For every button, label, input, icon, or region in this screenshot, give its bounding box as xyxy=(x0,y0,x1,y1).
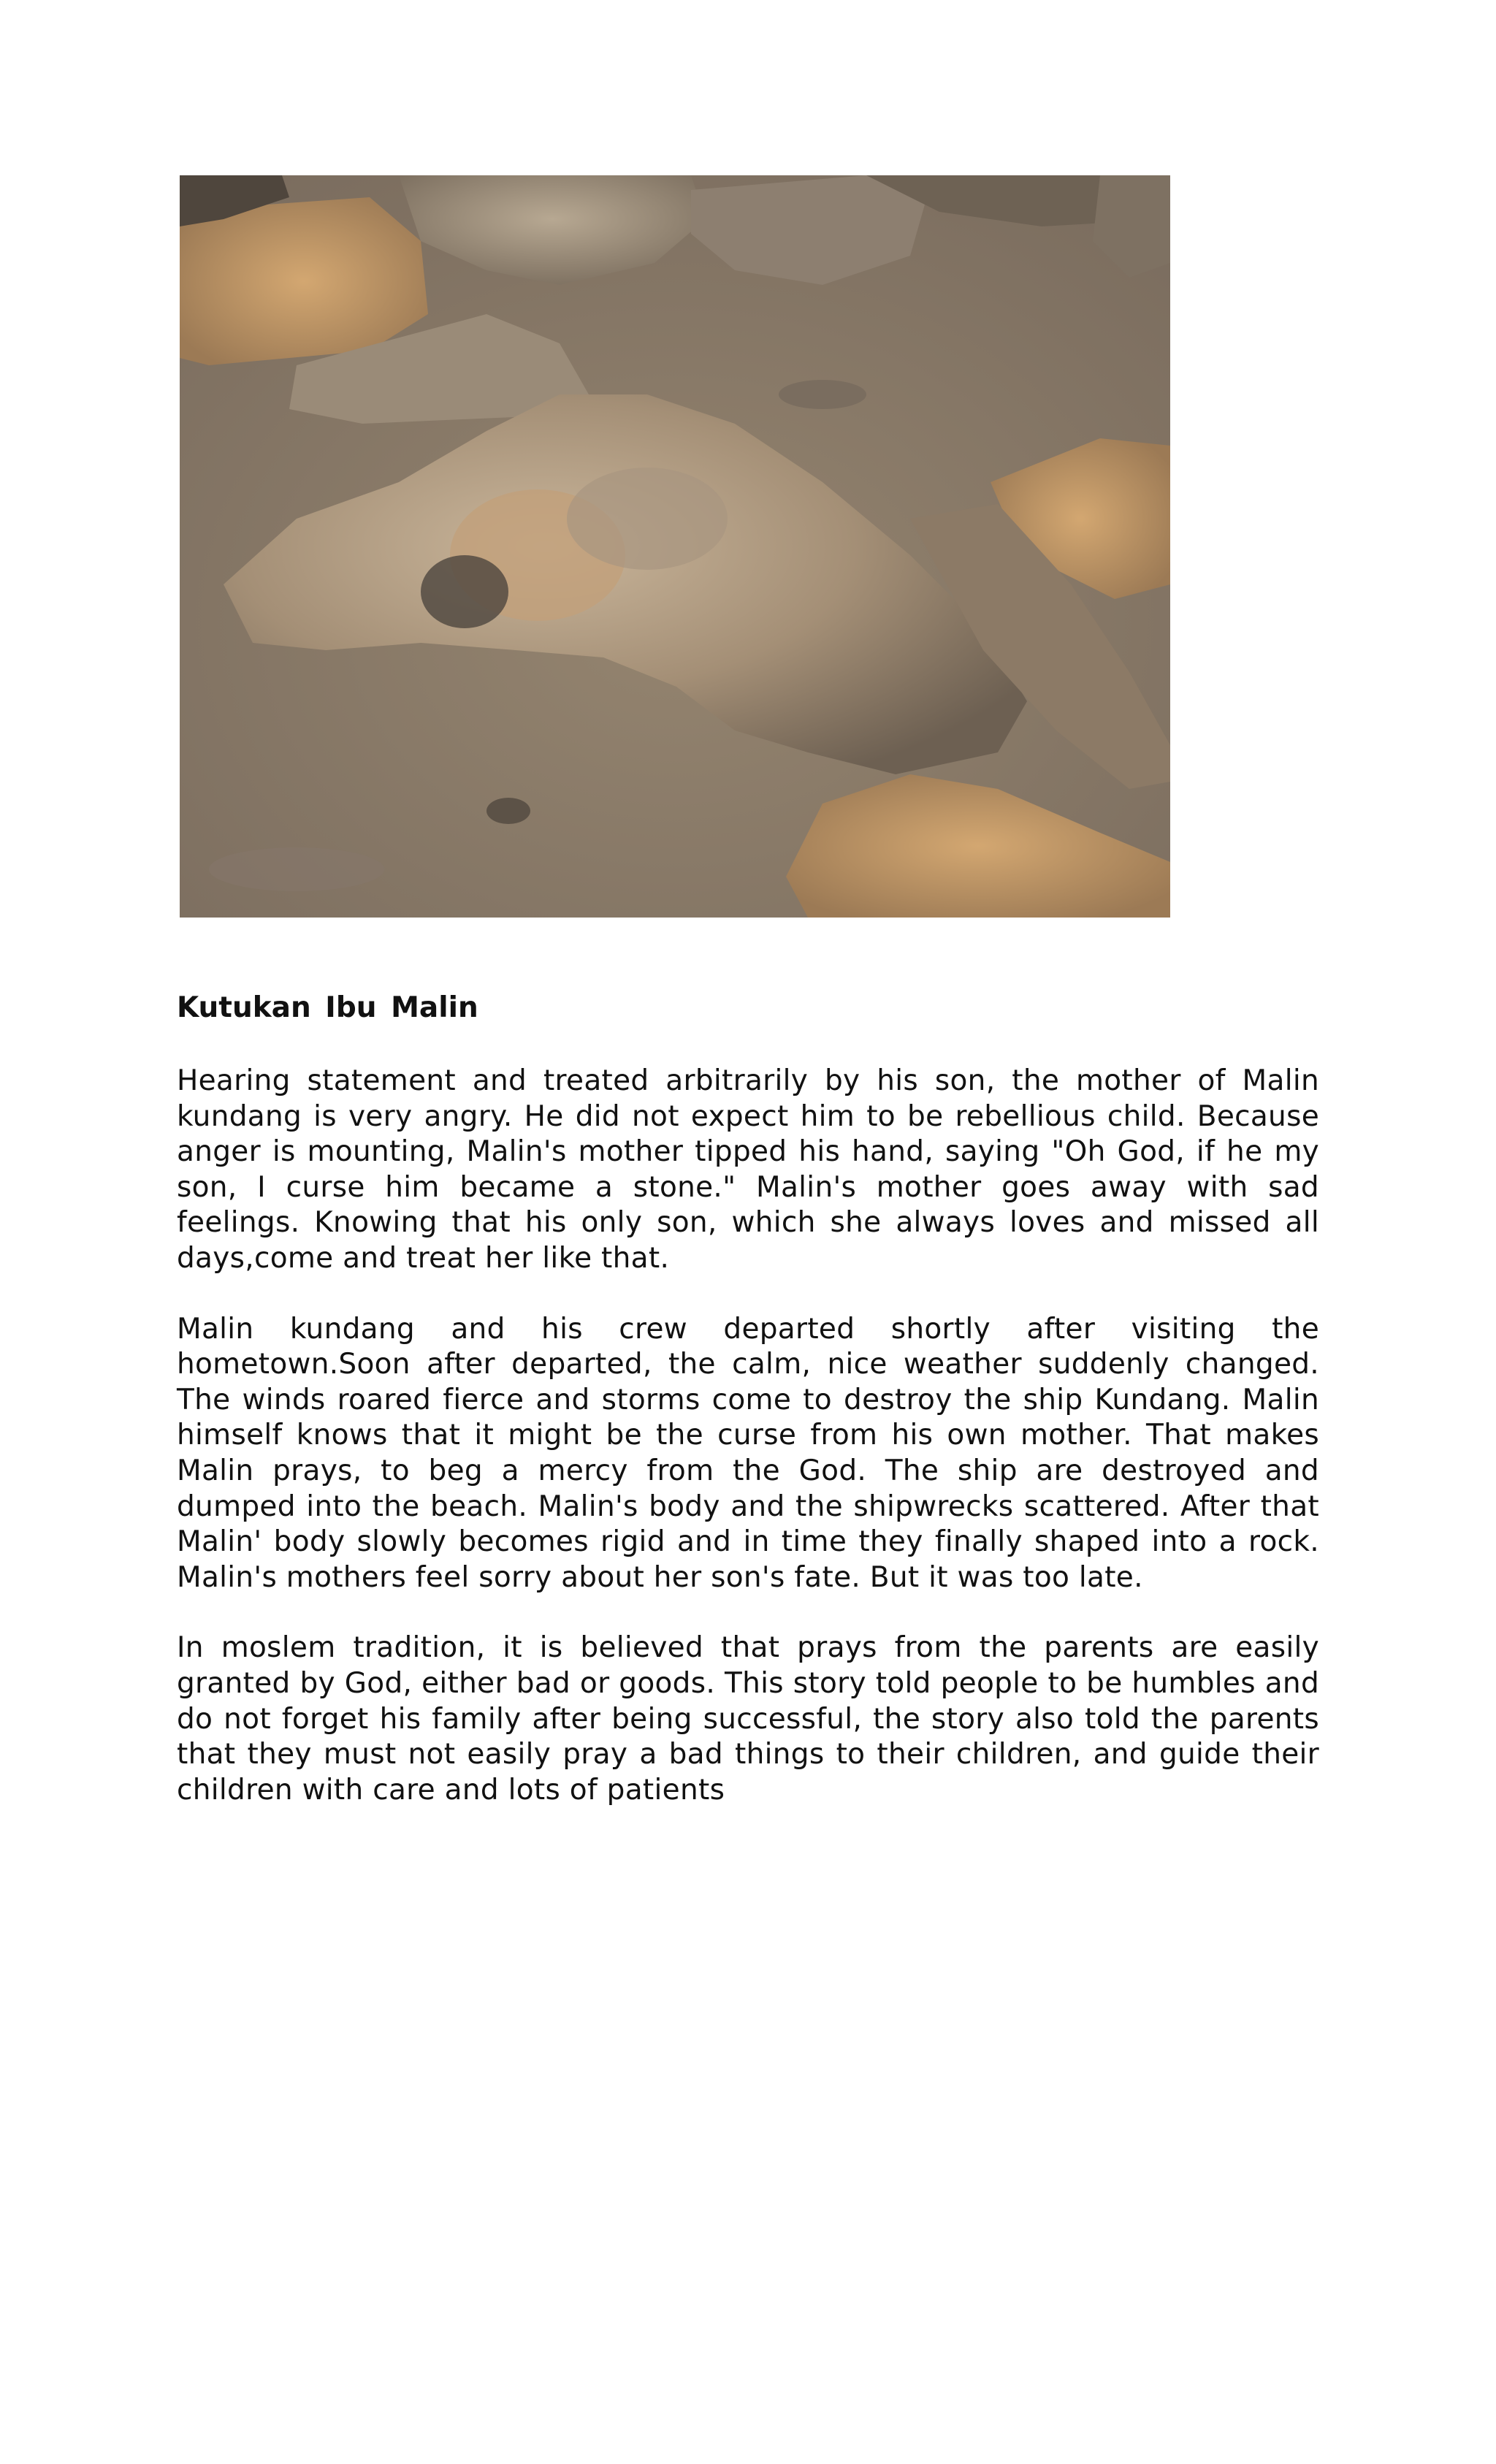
malin-kundang-rock-photo xyxy=(180,175,1170,918)
paragraph-2: Malin kundang and his crew departed shortly after visiting the hometown.Soon after departed, the calm, nice weather suddenly changed. The winds roared fierce and storms come to destroy the ship Kundang. Malin himself knows that it might be the curse from his own mother. That makes Malin prays, to beg a mercy from the God. The ship are destroyed and dumped into the beach. Malin's body and the shipwrecks scattered. After that Malin' body slowly becomes rigid and in time they finally shaped into a rock. Malin's mothers feel sorry about her son's fate. But it was too late. xyxy=(177,1312,1319,1594)
paragraph-3: In moslem tradition, it is believed that prays from the parents are easily granted by God, either bad or goods. This story told people to be humbles and do not forget his family after being successful, the story also told the parents that they must not easily pray a bad things to their children, and guide their children with care and lots of patients xyxy=(177,1631,1319,1807)
paragraph-1: Hearing statement and treated arbitrarily by his son, the mother of Malin kundang is very angry. He did not expect him to be rebellious child. Because anger is mounting, Malin's mother tipped his hand, saying "Oh God, if he my son, I curse him became a stone." Malin's mother goes away with sad feelings. Knowing that his only son, which she always loves and missed all days,come and treat her like that. xyxy=(177,1064,1319,1275)
section-heading: Kutukan Ibu Malin xyxy=(177,991,478,1024)
story-text-block xyxy=(177,988,1319,1843)
